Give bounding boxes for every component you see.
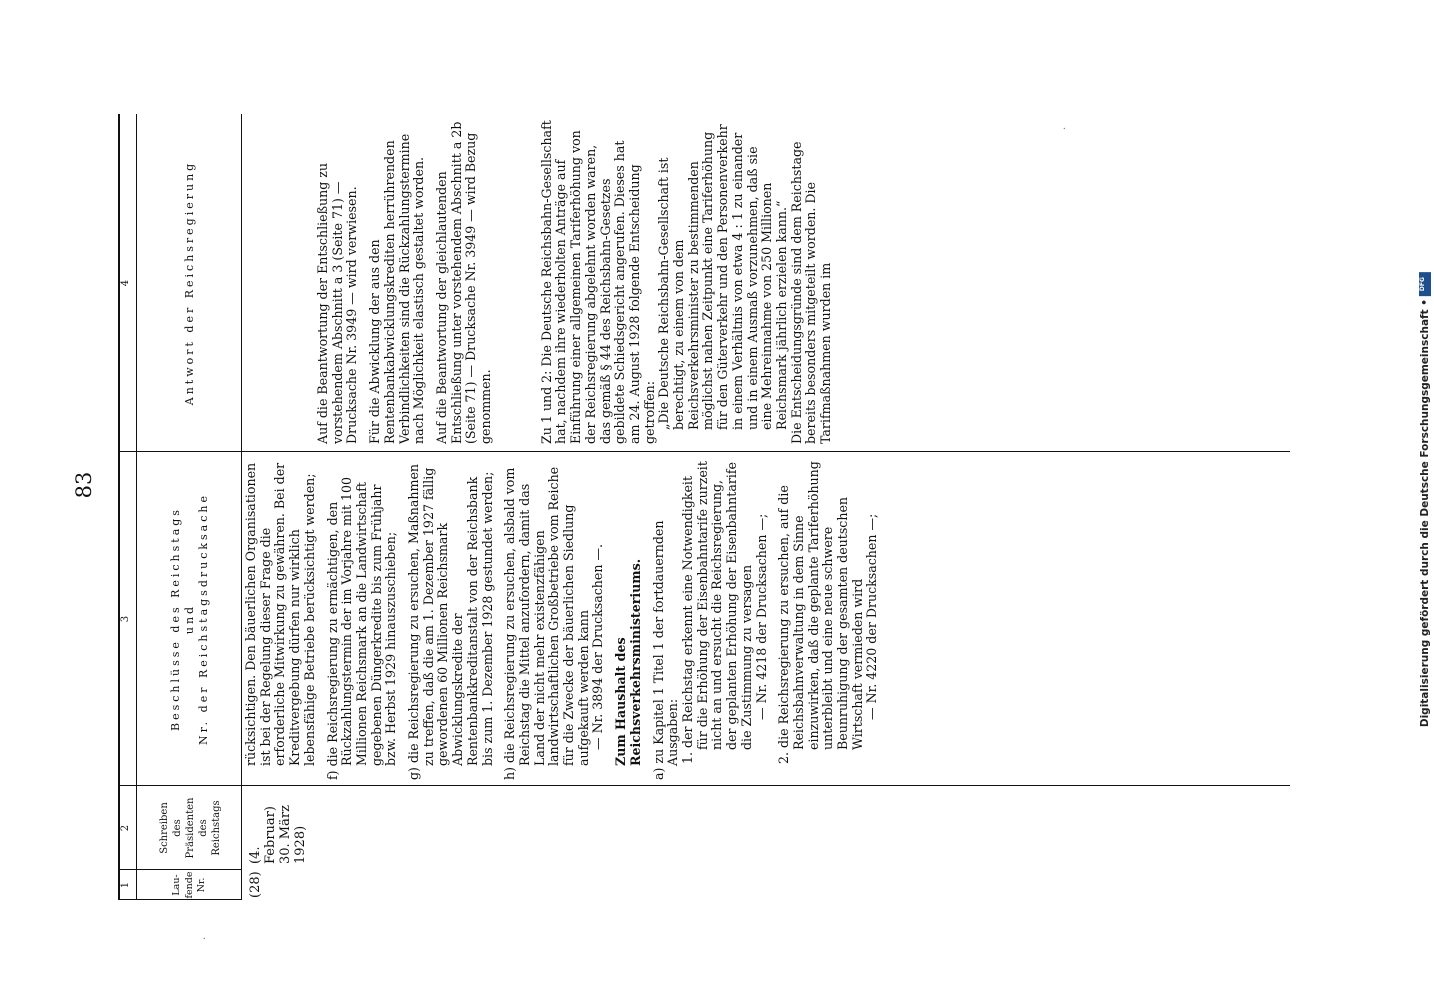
- row-number: (28): [248, 871, 263, 898]
- header-line: fende: [183, 871, 195, 899]
- dfg-logo-icon: DFG: [1419, 272, 1431, 296]
- resolutions-table: [118, 114, 1290, 900]
- beschluss-intro: rücksichtigen. Den bäuerlichen Organisationen ist bei der Regelung dieser Frage die erforderliche Mitwirkung zu gewähren. Bei der Kreditvergebung dürfen nur wirklich lebensfähige Betriebe berücksichtigt werden;: [243, 462, 317, 766]
- table-colnum-rule: [136, 114, 137, 900]
- beschluss-h: h) die Reichsregierung zu ersuchen, alsbald vom Reichstag die Mittel anzufordern, damit das Land der nicht mehr existenzfähigen landwirtschaftlichen Großbetriebe vom Reiche für die Zwecke der bäuerlichen Siedlung aufgekauft werden kann: [502, 466, 591, 780]
- header-line: und: [182, 603, 196, 635]
- header-line: Beschlüsse des Reichstags: [168, 507, 182, 731]
- antwort-h: Auf die Beantwortung der gleichlautenden Entschließung unter vorstehendem Abschnitt a 2b (Seite 71) — Drucksache Nr. 3949 — wird Bezug genommen.: [433, 121, 494, 444]
- header-line: Lau-: [171, 874, 183, 896]
- beschluss-a1-ref: — Nr. 4218 der Drucksachen —;: [753, 513, 769, 720]
- header-line: Nr. der Reichstagsdrucksache: [197, 493, 211, 746]
- table-header-rule: [241, 114, 242, 900]
- row-date: (4. Februar) 30. März 1928): [248, 805, 308, 864]
- beschluss-a1: 1. der Reichstag erkennt eine Notwendigkeit für die Erhöhung der Eisenbahntarife zurzeit nicht an und ersucht die Reichsregierung, der geplanten Erhöhung der Eisenbahntarife die Zustimmung zu versagen: [679, 461, 754, 764]
- beschluss-a2: 2. die Reichsregierung zu ersuchen, auf die Reichsbahnverwaltung in dem Sinne einzuwirken, daß die geplante Tariferhöhung unterbleibt und eine neue schwere Beunruhigung der gesamten deutschen Wirtschaft vermieden wird: [776, 461, 865, 764]
- antwort-closing: Die Entscheidungsgründe sind dem Reichstage bereits besonders mitgeteilt worden. Die Tarifmaßnahmen wurden im: [788, 141, 834, 444]
- antwort-g: Für die Abwicklung der aus den Rentenbankabwicklungskrediten herrührenden Verbindlichkeiten sind die Rückzahlungstermine nach Möglichkeit elastisch gestaltet worden.: [367, 133, 427, 444]
- header-line: Reichstags: [210, 800, 222, 856]
- header-schreiben: [140, 786, 240, 870]
- colnum-4: 4: [120, 279, 131, 287]
- header-antwort: [140, 114, 240, 452]
- beschluss-g: g) die Reichsregierung zu ersuchen, Maßnahmen zu treffen, daß die am 1. Dezember 1927 fällig gewordenen 60 Millionen Reichsmark Abwicklungskredite der Rentenbankkreditanstalt von der Reichsbank bis zum 1. Dezember 1928 gestundet werden;: [406, 463, 495, 780]
- beschluss-a2-ref: — Nr. 4220 der Drucksachen —;: [864, 513, 880, 720]
- antwort-f: Auf die Beantwortung der Entschließung zu vorstehendem Abschnitt a 3 (Seite 71) — Drucksache Nr. 3949 — wird verwiesen.: [315, 162, 360, 444]
- section-heading: Zum Haushalt des Reichsverkehrsministeriums.: [613, 558, 643, 766]
- beschluss-h-ref: — Nr. 3894 der Drucksachen —.: [590, 543, 606, 750]
- digitization-note: Digitalisierung gefördert durch die Deutsche Forschungsgemeinschaft •: [1419, 299, 1431, 728]
- antwort-cell: [244, 120, 834, 444]
- antwort-quote: „Die Deutsche Reichsbahn-Gesellschaft ist berechtigt, zu einem von dem Reichsverkehrsminister zu bestimmenden möglichst nahen Zeitpunkt eine Tariferhöhung für den Güterverkehr und den Personenverkehr in einem Verhältnis von etwa 4 : 1 zu einander und in einem Ausmaß vorzunehmen, daß sie eine Mehreinnahme von 250 Millionen Reichsmark jährlich erzielen kann.“: [656, 124, 789, 430]
- col-rule-3: [118, 451, 1290, 452]
- header-line: Nr.: [196, 877, 208, 893]
- colnum-1: 1: [120, 881, 131, 889]
- header-line: des: [197, 819, 209, 837]
- header-lfd-nr: [140, 870, 240, 900]
- beschluss-f: f) die Reichsregierung zu ermächtigen, den Rückzahlungstermin der im Vorjahre mit 100 Millionen Reichsmark an die Landwirtschaft gegebenen Düngerkredite bis zum Frühjahr bzw. Herbst 1929 hinauszuschieben;: [324, 476, 399, 780]
- colnum-3: 3: [120, 615, 131, 623]
- scan-speck: ·: [1060, 126, 1071, 130]
- col-rule-2: [118, 785, 1290, 786]
- beschluss-a: a) zu Kapitel 1 Titel 1 der fortdauernden Ausgaben:: [650, 520, 681, 780]
- page-number: 83: [72, 471, 96, 499]
- scan-speck: ·: [200, 936, 211, 940]
- beschluesse-cell: [244, 458, 880, 780]
- header-line: des: [171, 819, 183, 837]
- header-line: Antwort der Reichsregierung: [182, 160, 196, 406]
- colnum-2: 2: [120, 824, 131, 832]
- header-line: Schreiben: [158, 802, 170, 854]
- digitization-credit: [1418, 8, 1432, 992]
- header-line: Präsidenten: [184, 797, 196, 859]
- header-beschluesse: [140, 452, 240, 786]
- antwort-zu-1-und-2: Zu 1 und 2: Die Deutsche Reichsbahn-Gesellschaft hat, nachdem ihre wiederholten Anträge auf Einführung einer allgemeinen Tariferhöhung von der Reichsregierung abgelehnt worden waren, das gemäß § 44 des Reichsbahn-Gesetzes gebildete Schiedsgericht angerufen. Dieses hat am 24. August 1928 folgende Entscheidung getroffen:: [538, 120, 657, 444]
